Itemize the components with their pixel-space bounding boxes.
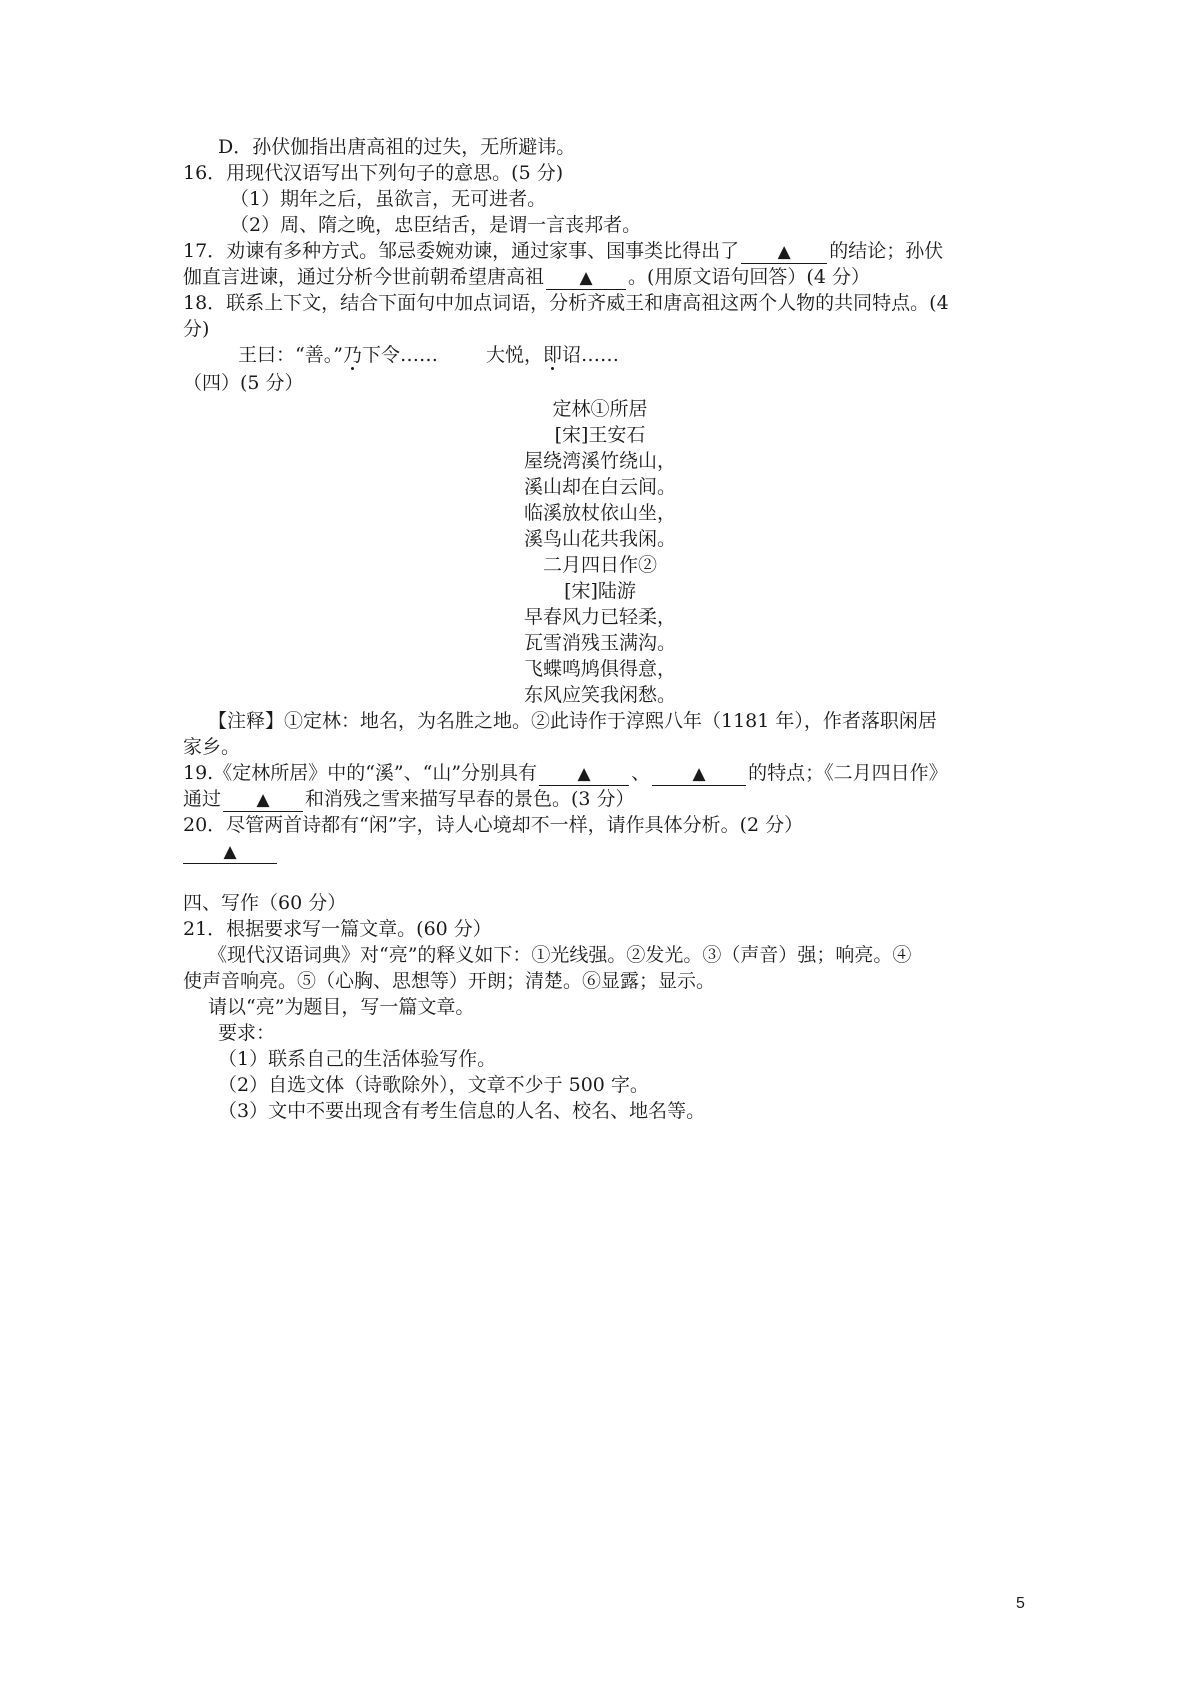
requirement-item: （1）联系自己的生活体验写作。	[218, 1048, 497, 1070]
question-16: 16．用现代汉语写出下列句子的意思。(5 分)	[183, 162, 564, 184]
answer-blank[interactable]: ▲	[741, 241, 827, 264]
question-21: 21．根据要求写一篇文章。(60 分）	[183, 918, 492, 940]
answer-blank[interactable]: ▲	[652, 763, 746, 786]
question-16-item-2: （2）周、隋之晚，忠臣结舌，是谓一言丧邦者。	[230, 214, 642, 236]
page-number: 5	[1016, 1595, 1025, 1612]
requirement-item: （3）文中不要出现含有考生信息的人名、校名、地名等。	[218, 1100, 706, 1122]
poem-1-line: 溪山却在白云间。	[523, 476, 676, 498]
quote-2-text: 大悦，	[485, 344, 543, 366]
section-writing-heading: 四、写作（60 分）	[183, 892, 347, 914]
question-17-text-b: 的结论；孙伏	[829, 240, 944, 262]
poem-2-title: 二月四日作②	[542, 554, 657, 576]
poem-1-line: 溪鸟山花共我闲。	[523, 528, 676, 550]
question-19-text-d: 和消残之雪来描写早春的景色。(3 分）	[305, 788, 635, 810]
question-18-line-2: 分)	[183, 318, 210, 340]
section-4-heading: （四）(5 分）	[183, 372, 304, 394]
question-18-quotes	[238, 342, 1083, 369]
annotation-line-1: 【注释】①定林：地名，为名胜之地。②此诗作于淳熙八年（1181 年），作者落职闲居	[208, 710, 937, 732]
question-19-line-2	[183, 786, 1028, 813]
question-17-text-a: 17．劝谏有多种方式。邹忌委婉劝谏，通过家事、国事类比得出了	[183, 240, 740, 262]
question-19-text-a: 19.《定林所居》中的“溪”、“山”分别具有	[183, 762, 538, 784]
question-19-line-1	[183, 760, 1028, 787]
question-17-line-1	[183, 238, 1028, 265]
dictionary-definition-line-1: 《现代汉语词典》对“亮”的释义如下：①光线强。②发光。③（声音）强；响亮。④	[208, 944, 912, 966]
annotation-line-2: 家乡。	[183, 736, 241, 758]
poem-1-title: 定林①所居	[552, 398, 648, 420]
question-20: 20．尽管两首诗都有“闲”字，诗人心境却不一样，请作具体分析。(2 分）	[183, 814, 804, 836]
question-19-text-b: 的特点；《二月四日作》	[748, 762, 948, 784]
dotted-word-ji: 即	[542, 344, 562, 366]
question-17-text-d: 。(用原文语句回答）(4 分）	[628, 266, 870, 288]
question-19-separator: 、	[631, 762, 651, 784]
question-16-item-1: （1）期年之后，虽欲言，无可进者。	[230, 188, 547, 210]
quote-1-text-end: 下令……	[361, 344, 438, 366]
dictionary-definition-line-2: 使声音响亮。⑤（心胸、思想等）开朗；清楚。⑥显露；显示。	[183, 970, 716, 992]
writing-prompt: 请以“亮”为题目，写一篇文章。	[208, 996, 475, 1018]
poem-2-line: 飞蝶鸣鸠俱得意，	[523, 658, 676, 680]
dotted-word-nai: 乃	[342, 344, 362, 366]
poem-1-author: [宋]王安石	[554, 424, 646, 446]
answer-blank[interactable]: ▲	[546, 267, 626, 290]
poem-1-line: 屋绕湾溪竹绕山，	[523, 450, 676, 472]
question-18-line-1: 18．联系上下文，结合下面句中加点词语，分析齐威王和唐高祖这两个人物的共同特点。(4	[183, 292, 949, 314]
question-17-text-c: 伽直言进谏，通过分析今世前朝希望唐高祖	[183, 266, 545, 288]
question-20-answer-line	[183, 838, 1028, 865]
question-19-text-c: 通过	[183, 788, 222, 810]
option-d: D．孙伏伽指出唐高祖的过失，无所避讳。	[218, 136, 576, 158]
poem-1-line: 临溪放杖依山坐，	[523, 502, 676, 524]
answer-blank[interactable]: ▲	[183, 841, 277, 864]
question-17-line-2	[183, 264, 1028, 291]
requirement-item: （2）自选文体（诗歌除外），文章不少于 500 字。	[218, 1074, 649, 1096]
answer-blank[interactable]: ▲	[223, 789, 303, 812]
answer-blank[interactable]: ▲	[539, 763, 629, 786]
poem-2-line: 东风应笑我闲愁。	[523, 684, 676, 706]
poem-2-line: 瓦雪消残玉满沟。	[523, 632, 676, 654]
poem-2-author: [宋]陆游	[564, 580, 636, 602]
quote-1-text: 王曰：“善。”	[238, 344, 343, 366]
poem-2-line: 早春风力已轻柔，	[523, 606, 676, 628]
quote-2-text-end: 诏……	[562, 344, 620, 366]
requirements-heading: 要求：	[218, 1022, 276, 1044]
